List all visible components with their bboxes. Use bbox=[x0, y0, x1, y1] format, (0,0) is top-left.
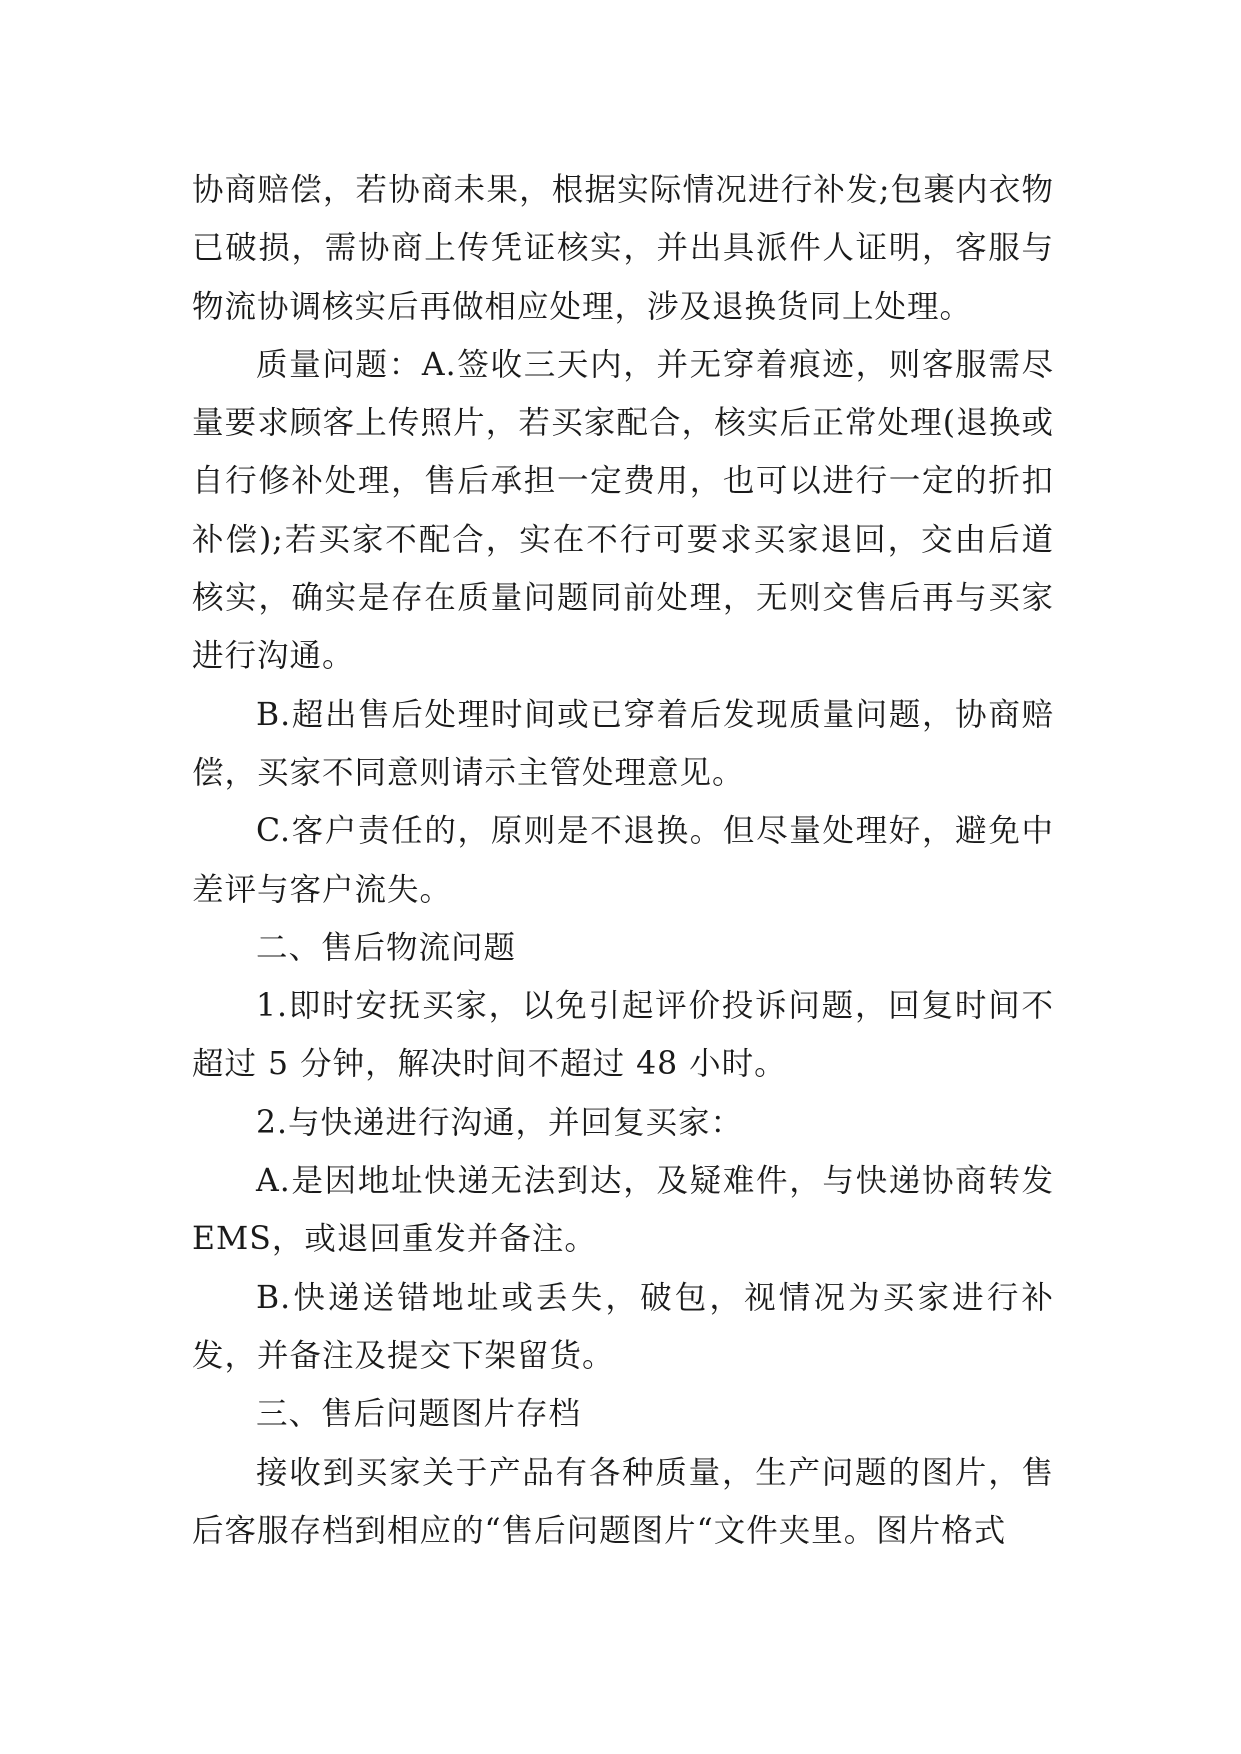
paragraph-quality-issue-c: C.客户责任的，原则是不退换。但尽量处理好，避免中差评与客户流失。 bbox=[192, 813, 1054, 908]
document-body bbox=[192, 161, 1054, 1560]
paragraph-logistics-2a: A.是因地址快递无法到达，及疑难件，与快递协商转发EMS，或退回重发并备注。 bbox=[192, 1163, 1054, 1258]
section-heading-image-archive: 三、售后问题图片存档 bbox=[256, 1396, 582, 1433]
paragraph-quality-issue-b: B.超出售后处理时间或已穿着后发现质量问题，协商赔偿，买家不同意则请示主管处理意见。 bbox=[192, 696, 1054, 791]
paragraph-logistics-1: 1.即时安抚买家，以免引起评价投诉问题，回复时间不超过 5 分钟，解决时间不超过 48 小时。 bbox=[192, 988, 1054, 1083]
paragraph-image-archive: 接收到买家关于产品有各种质量，生产问题的图片，售后客服存档到相应的“售后问题图片“文件夹里。图片格式 bbox=[192, 1454, 1054, 1549]
paragraph-logistics-2b: B.快递送错地址或丢失，破包，视情况为买家进行补发，并备注及提交下架留货。 bbox=[192, 1279, 1054, 1374]
paragraph-logistics-2: 2.与快递进行沟通，并回复买家： bbox=[256, 1104, 744, 1141]
paragraph-compensation: 协商赔偿，若协商未果，根据实际情况进行补发;包裹内衣物已破损，需协商上传凭证核实，并出具派件人证明，客服与物流协调核实后再做相应处理，涉及退换货同上处理。 bbox=[192, 172, 1054, 325]
paragraph-quality-issue-a: 质量问题：A.签收三天内，并无穿着痕迹，则客服需尽量要求顾客上传照片，若买家配合，核实后正常处理(退换或自行修补处理，售后承担一定费用，也可以进行一定的折扣补偿);若买家不配合，实在不行可要求买家退回，交由后道核实，确实是存在质量问题同前处理，无则交售后再与买家进行沟通。 bbox=[192, 346, 1054, 675]
section-heading-logistics: 二、售后物流问题 bbox=[256, 929, 517, 966]
